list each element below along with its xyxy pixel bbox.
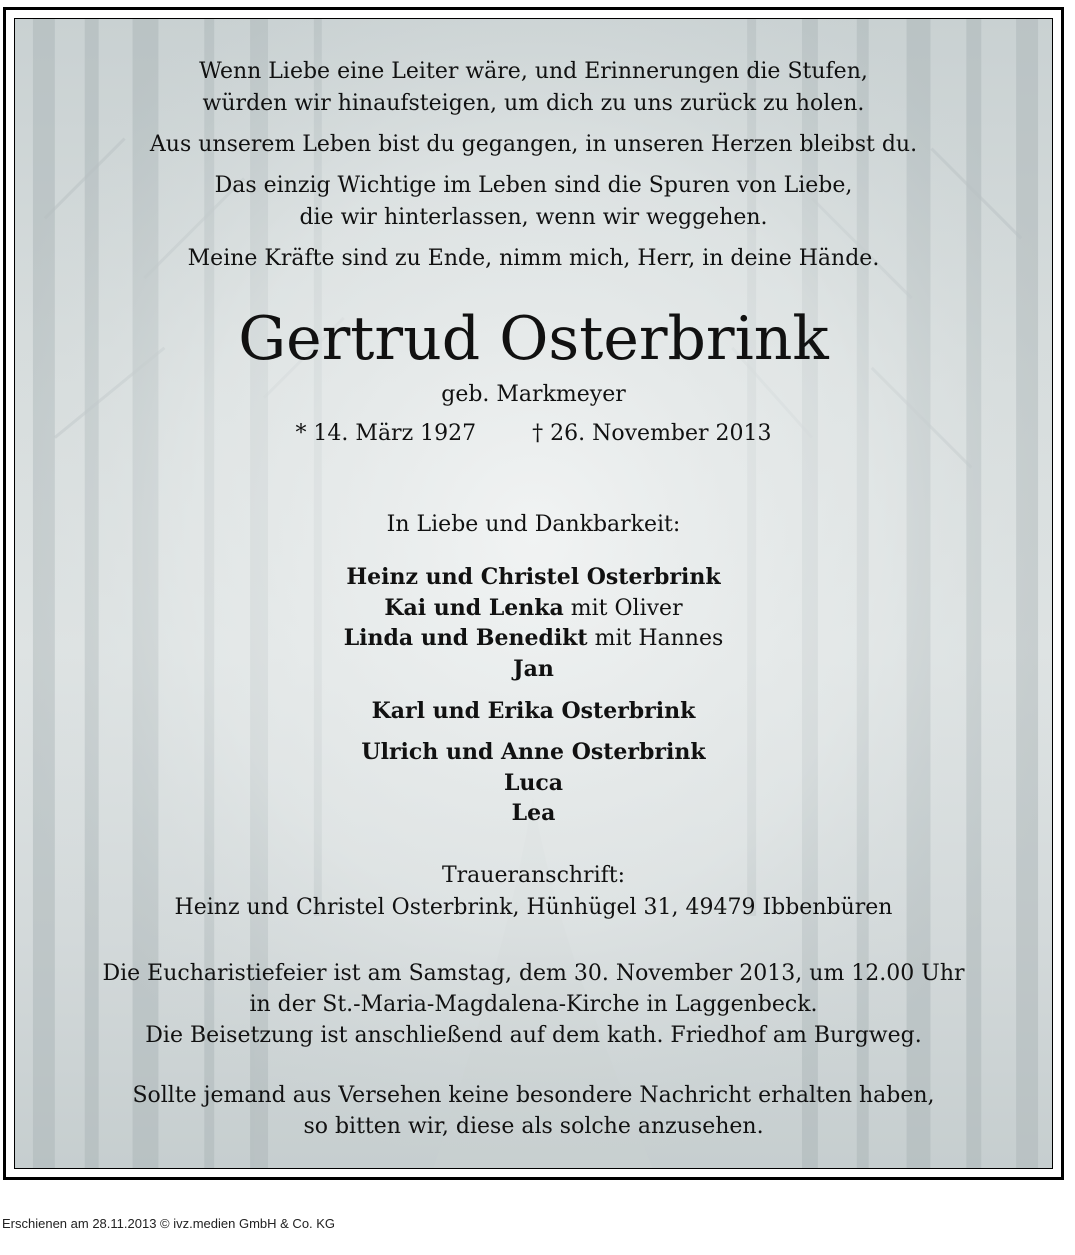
closing-line: Sollte jemand aus Versehen keine besondere Nachricht erhalten haben, bbox=[132, 1083, 935, 1108]
obituary-panel bbox=[14, 18, 1053, 1169]
mourner-line bbox=[15, 593, 1052, 624]
mourner-line: Jan bbox=[513, 656, 554, 682]
obituary-text bbox=[15, 19, 1052, 1168]
death-date: † 26. November 2013 bbox=[532, 421, 772, 446]
ceremony-line: Die Eucharistiefeier ist am Samstag, dem 30. November 2013, um 12.00 Uhr bbox=[102, 961, 965, 986]
poem-line: würden wir hinaufsteigen, um dich zu uns zurück zu holen. bbox=[202, 91, 865, 116]
poem-line: die wir hinterlassen, wenn wir weggehen. bbox=[299, 205, 768, 230]
mourner-line: Lea bbox=[511, 800, 556, 826]
closing-line: so bitten wir, diese als solche anzusehen. bbox=[303, 1114, 764, 1139]
mourner-names: Linda und Benedikt bbox=[343, 625, 588, 651]
ceremony-line: in der St.-Maria-Magdalena-Kirche in Laggenbeck. bbox=[249, 992, 818, 1017]
poem-line: Wenn Liebe eine Leiter wäre, und Erinnerungen die Stufen, bbox=[199, 59, 868, 84]
mourner-family-head: Karl und Erika Osterbrink bbox=[371, 698, 696, 724]
mourner-names: Kai und Lenka bbox=[384, 595, 564, 621]
life-dates bbox=[15, 419, 1052, 449]
publication-footer: Erschienen am 28.11.2013 © ivz.medien GmbH & Co. KG bbox=[2, 1216, 336, 1231]
obituary-frame bbox=[3, 7, 1064, 1180]
mourner-line: Luca bbox=[503, 770, 564, 796]
mourner-line bbox=[15, 623, 1052, 654]
deceased-name: Gertrud Osterbrink bbox=[238, 304, 829, 374]
poem-line: Meine Kräfte sind zu Ende, nimm mich, Herr, in deine Hände. bbox=[187, 246, 880, 271]
address-text: Heinz und Christel Osterbrink, Hünhügel 31, 49479 Ibbenbüren bbox=[174, 895, 893, 920]
mourner-extra: mit Oliver bbox=[563, 596, 683, 621]
mourner-family-head: Ulrich und Anne Osterbrink bbox=[361, 739, 706, 765]
mourners-intro: In Liebe und Dankbarkeit: bbox=[386, 512, 681, 537]
poem-line: Aus unserem Leben bist du gegangen, in unseren Herzen bleibst du. bbox=[149, 132, 918, 157]
mourner-extra: mit Hannes bbox=[587, 626, 724, 651]
birth-date: * 14. März 1927 bbox=[295, 421, 477, 446]
address-label: Traueranschrift: bbox=[441, 863, 626, 888]
poem-line: Das einzig Wichtige im Leben sind die Spuren von Liebe, bbox=[214, 173, 853, 198]
ceremony-line: Die Beisetzung ist anschließend auf dem kath. Friedhof am Burgweg. bbox=[145, 1023, 922, 1048]
maiden-name: geb. Markmeyer bbox=[441, 382, 626, 407]
mourner-family-head: Heinz und Christel Osterbrink bbox=[346, 564, 721, 590]
